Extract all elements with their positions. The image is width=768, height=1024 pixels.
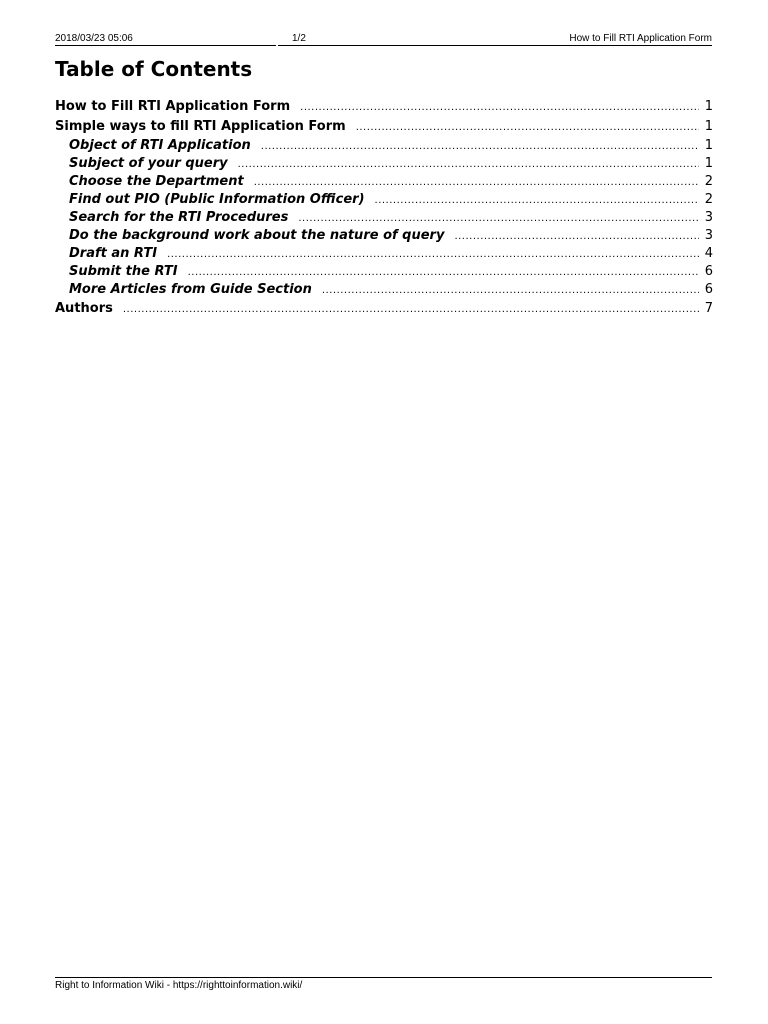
footer-text: Right to Information Wiki - https://righttoinformation.wiki/ <box>55 980 303 991</box>
page-footer <box>55 977 712 992</box>
toc-entry-label[interactable]: How to Fill RTI Application Form <box>55 99 291 114</box>
toc-dot-leader <box>123 300 699 319</box>
toc-entry-label[interactable]: Do the background work about the nature of query <box>69 228 445 243</box>
toc-entry[interactable] <box>55 299 713 319</box>
toc-entry-label[interactable]: Simple ways to fill RTI Application Form <box>55 119 346 134</box>
toc-entry-label[interactable]: Search for the RTI Procedures <box>69 210 289 225</box>
toc-entry-page: 1 <box>704 138 713 153</box>
toc-entry[interactable] <box>55 227 713 245</box>
toc-entry[interactable] <box>55 191 713 209</box>
toc-list <box>55 97 713 319</box>
toc-entry[interactable] <box>55 97 713 117</box>
toc-entry-page: 3 <box>704 210 713 225</box>
toc-entry-page: 1 <box>704 99 713 114</box>
toc-dot-leader <box>300 98 699 117</box>
toc-entry[interactable] <box>55 263 713 281</box>
toc-dot-leader <box>188 264 699 281</box>
toc-entry[interactable] <box>55 137 713 155</box>
page-header <box>55 33 712 46</box>
toc-entry-page: 7 <box>704 301 713 316</box>
toc-entry-page: 2 <box>704 174 713 189</box>
header-rule-gap <box>276 44 278 47</box>
toc-entry-page: 1 <box>704 156 713 171</box>
toc-entry-page: 2 <box>704 192 713 207</box>
header-page-number: 1/2 <box>292 33 306 44</box>
toc-entry-label[interactable]: More Articles from Guide Section <box>69 282 312 297</box>
header-document-title: How to Fill RTI Application Form <box>569 33 712 44</box>
toc-entry[interactable] <box>55 281 713 299</box>
toc-dot-leader <box>238 156 699 173</box>
toc-heading: Table of Contents <box>55 57 253 81</box>
toc-entry-label[interactable]: Find out PIO (Public Information Officer) <box>69 192 365 207</box>
toc-entry-label[interactable]: Choose the Department <box>69 174 244 189</box>
toc-entry-label[interactable]: Object of RTI Application <box>69 138 251 153</box>
toc-dot-leader <box>167 246 699 263</box>
header-date: 2018/03/23 05:06 <box>55 33 133 44</box>
toc-entry-page: 6 <box>704 282 713 297</box>
toc-entry[interactable] <box>55 173 713 191</box>
toc-dot-leader <box>261 138 699 155</box>
toc-dot-leader <box>454 228 698 245</box>
toc-dot-leader <box>298 210 698 227</box>
footer-rule <box>55 977 712 978</box>
toc-dot-leader <box>254 174 699 191</box>
toc-entry-page: 4 <box>704 246 713 261</box>
toc-entry[interactable] <box>55 245 713 263</box>
toc-entry-page: 6 <box>704 264 713 279</box>
toc-entry[interactable] <box>55 155 713 173</box>
toc-entry-label[interactable]: Authors <box>55 301 113 316</box>
toc-entry[interactable] <box>55 209 713 227</box>
toc-dot-leader <box>356 118 699 137</box>
toc-entry-label[interactable]: Subject of your query <box>69 156 228 171</box>
toc-dot-leader <box>322 282 699 299</box>
toc-entry-label[interactable]: Submit the RTI <box>69 264 178 279</box>
toc-dot-leader <box>375 192 699 209</box>
toc-entry-label[interactable]: Draft an RTI <box>69 246 158 261</box>
toc-entry-page: 3 <box>704 228 713 243</box>
header-rule <box>55 45 712 46</box>
toc-entry-page: 1 <box>704 119 713 134</box>
toc-entry[interactable] <box>55 117 713 137</box>
